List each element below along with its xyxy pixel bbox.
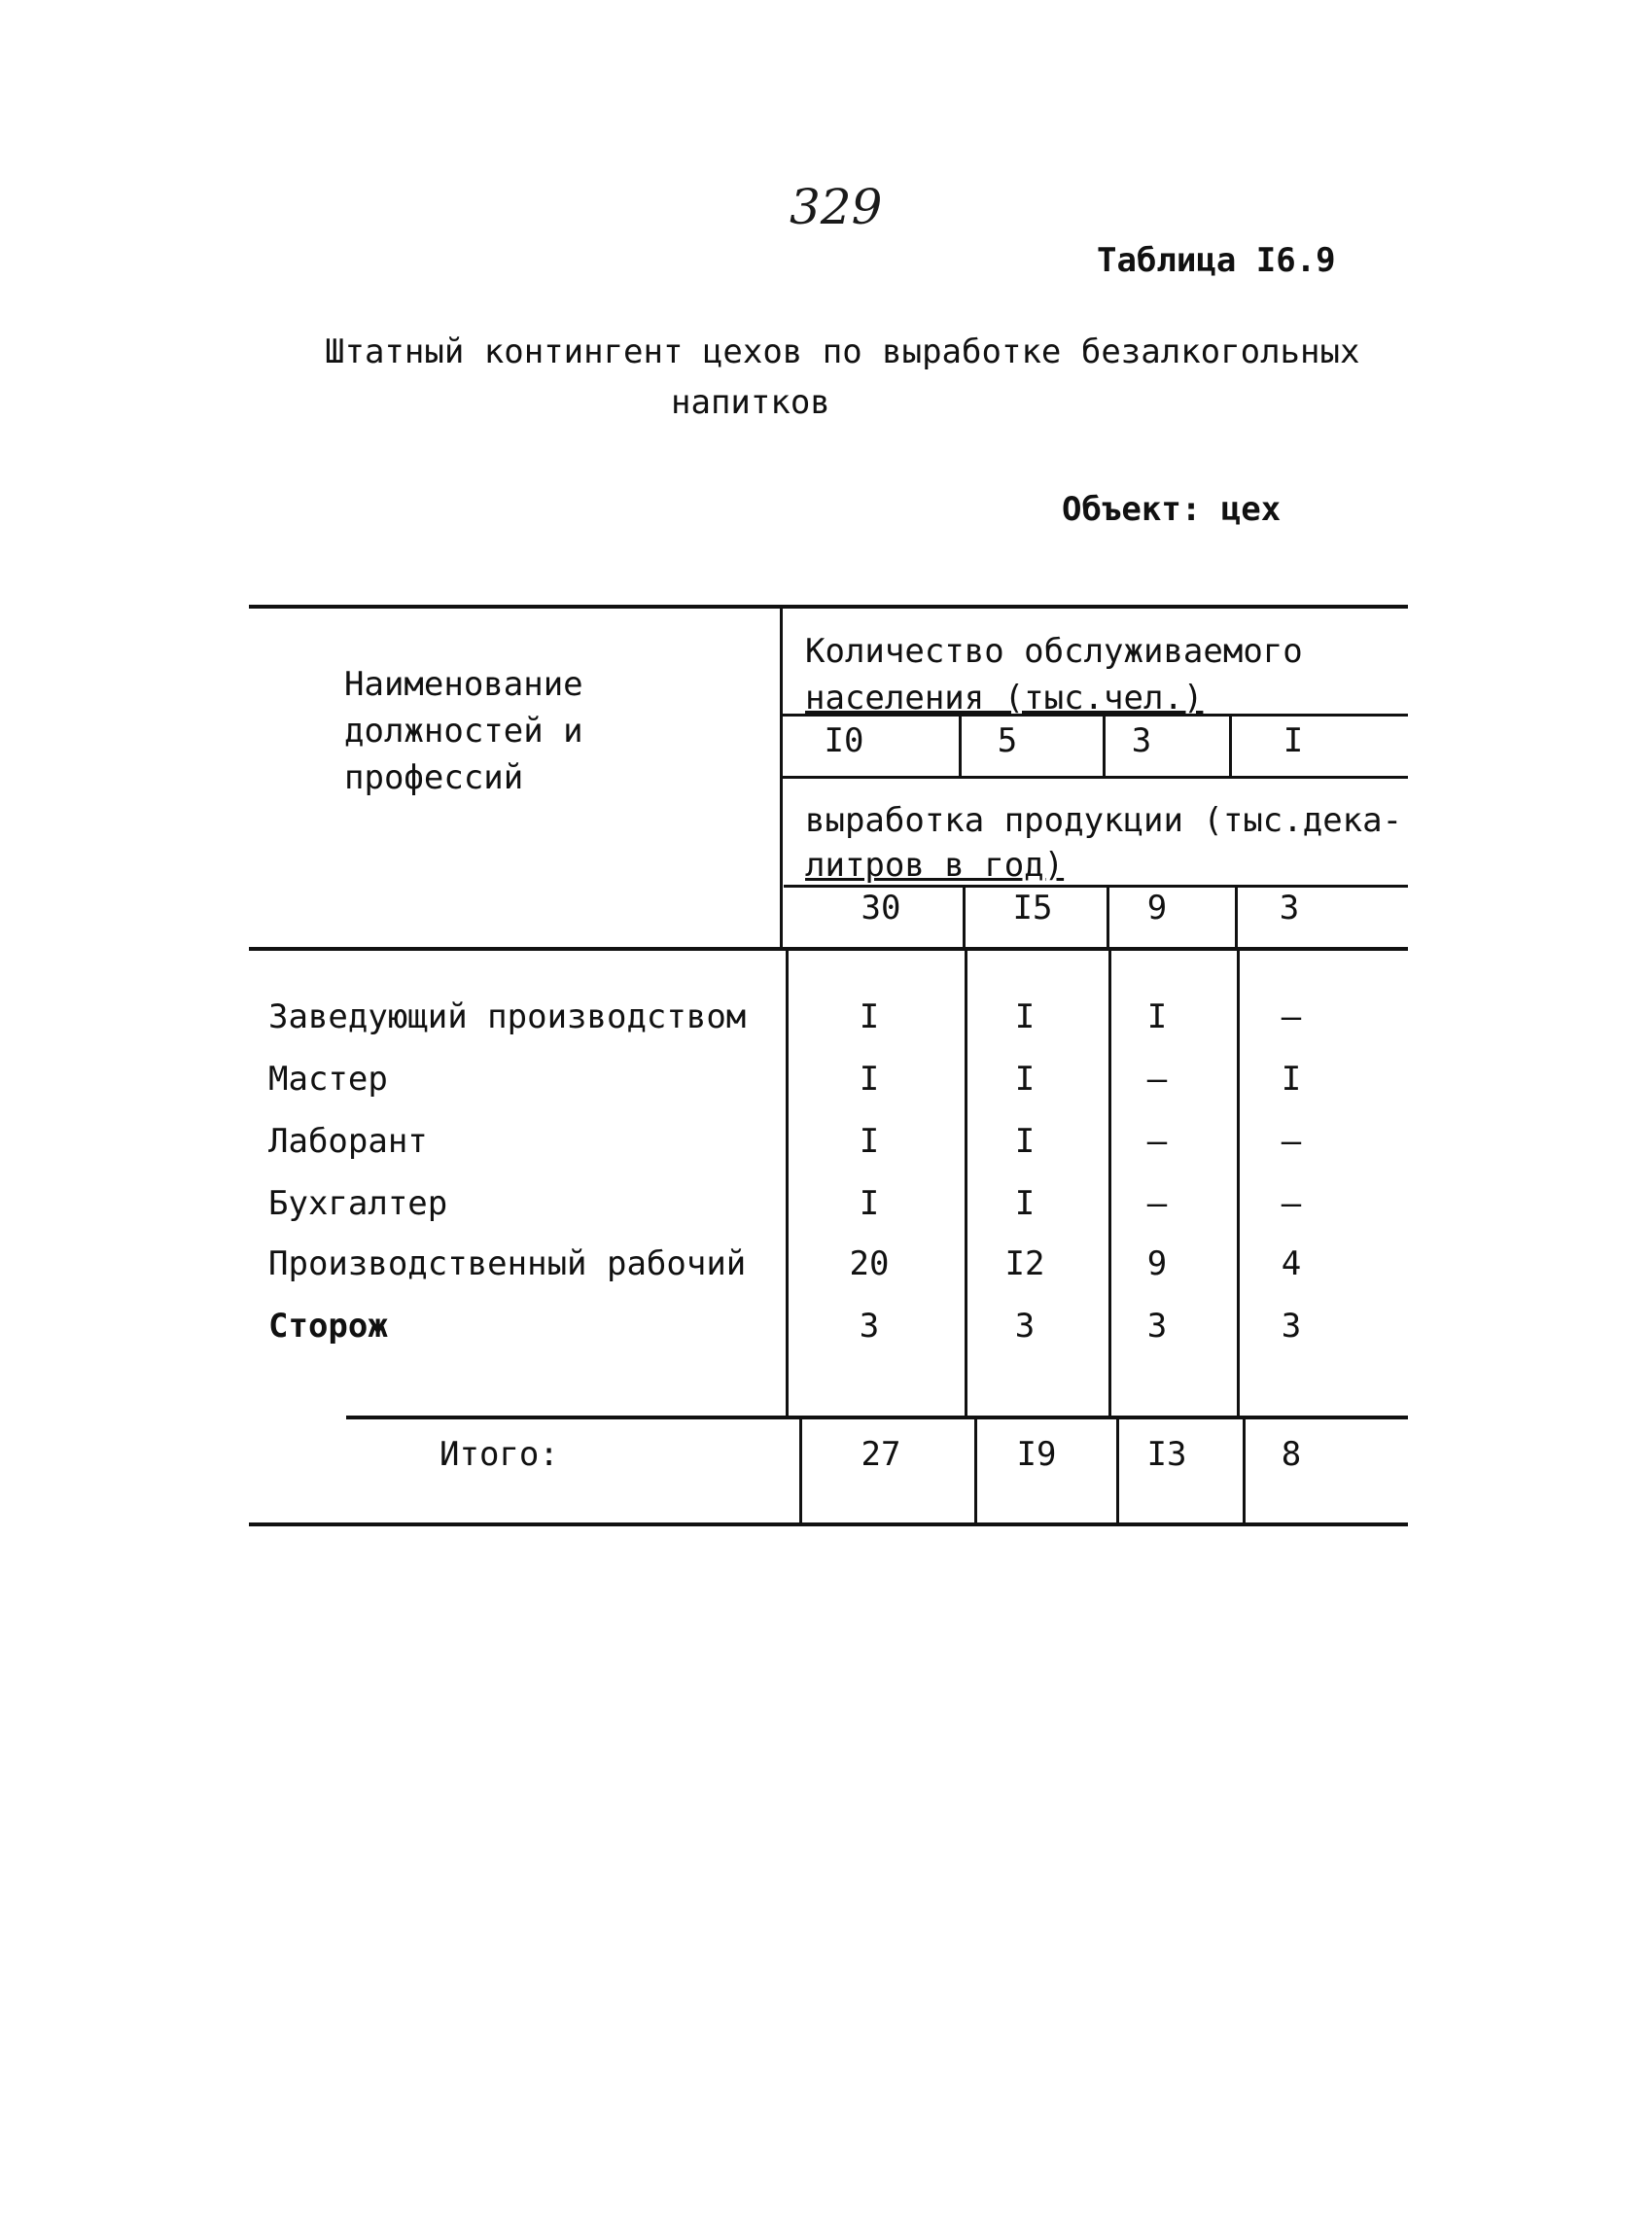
- group2-header-line-2: литров в год): [805, 846, 1065, 885]
- row-cell: 4: [1281, 1244, 1302, 1283]
- table-top-rule: [249, 605, 1408, 609]
- row-cell: 9: [1146, 1244, 1168, 1283]
- row-cell: I2: [1004, 1244, 1045, 1283]
- group1-value-cell: 3: [1131, 721, 1152, 760]
- total-cell: I3: [1146, 1435, 1187, 1474]
- name-column-divider-body: [786, 947, 789, 1419]
- col-divider-1d: [974, 1417, 977, 1524]
- row-cell: 3: [1014, 1307, 1036, 1346]
- row-cell: I: [1281, 1060, 1302, 1099]
- row-cell: –: [1146, 1122, 1168, 1161]
- row-cell: I: [859, 1122, 880, 1161]
- row-label: Бухгалтер: [268, 1184, 448, 1223]
- total-cell: I9: [1016, 1435, 1057, 1474]
- row-label: Мастер: [268, 1060, 388, 1099]
- name-column-divider-head: [780, 605, 783, 947]
- group2-value-cell: 9: [1146, 889, 1168, 927]
- group1-value-cell: I: [1283, 721, 1304, 760]
- row-cell: I: [859, 1060, 880, 1099]
- row-label: Заведующий производством: [268, 997, 747, 1036]
- row-cell: I: [1014, 1122, 1036, 1161]
- group1-value-cell: 5: [997, 721, 1018, 760]
- row-cell: I: [1014, 1060, 1036, 1099]
- row-cell: I: [859, 997, 880, 1036]
- name-header-line-3: профессий: [344, 758, 524, 797]
- name-header-line-2: должностей и: [344, 712, 583, 751]
- total-cell: 27: [861, 1435, 901, 1474]
- table-title-line-2: напитков: [671, 383, 830, 422]
- row-cell: I: [1014, 997, 1036, 1036]
- name-column-divider-total: [799, 1417, 802, 1524]
- group2-header-line-1: выработка продукции (тыс.дека-: [805, 801, 1403, 840]
- row-cell: 20: [849, 1244, 890, 1283]
- col-divider-1b: [963, 885, 966, 947]
- row-cell: 3: [1281, 1307, 1302, 1346]
- name-header-line-1: Наименование: [344, 665, 583, 704]
- table-title-line-1: Штатный контингент цехов по выработке безалкогольных: [325, 332, 1360, 371]
- row-label: Сторож: [268, 1307, 388, 1346]
- row-label: Производственный рабочий: [268, 1244, 747, 1283]
- row-cell: I: [859, 1184, 880, 1223]
- table-bottom-rule: [249, 1522, 1408, 1526]
- row-cell: I: [1146, 997, 1168, 1036]
- row-cell: I: [1014, 1184, 1036, 1223]
- group2-value-cell: 30: [861, 889, 901, 927]
- row-cell: 3: [859, 1307, 880, 1346]
- row-cell: 3: [1146, 1307, 1168, 1346]
- total-label: Итого:: [439, 1435, 559, 1474]
- group1-values-rule: [780, 776, 1408, 779]
- total-top-rule: [346, 1416, 1408, 1419]
- table-label: Таблица I6.9: [1097, 241, 1336, 280]
- col-divider-3a: [1229, 716, 1232, 776]
- group1-value-cell: I0: [824, 721, 864, 760]
- row-cell: –: [1281, 1122, 1302, 1161]
- row-cell: –: [1146, 1184, 1168, 1223]
- total-cell: 8: [1281, 1435, 1302, 1474]
- row-cell: –: [1281, 1184, 1302, 1223]
- row-cell: –: [1146, 1060, 1168, 1099]
- group2-value-cell: I5: [1012, 889, 1053, 927]
- page-number: 329: [790, 179, 883, 235]
- group1-header-line-2: населения (тыс.чел.): [805, 679, 1204, 717]
- object-line: Объект: цех: [1062, 490, 1282, 529]
- group1-header-line-1: Количество обслуживаемого: [805, 632, 1303, 671]
- row-label: Лаборант: [268, 1122, 428, 1161]
- row-cell: –: [1281, 997, 1302, 1036]
- header-bottom-rule: [249, 947, 1408, 951]
- group2-value-cell: 3: [1279, 889, 1300, 927]
